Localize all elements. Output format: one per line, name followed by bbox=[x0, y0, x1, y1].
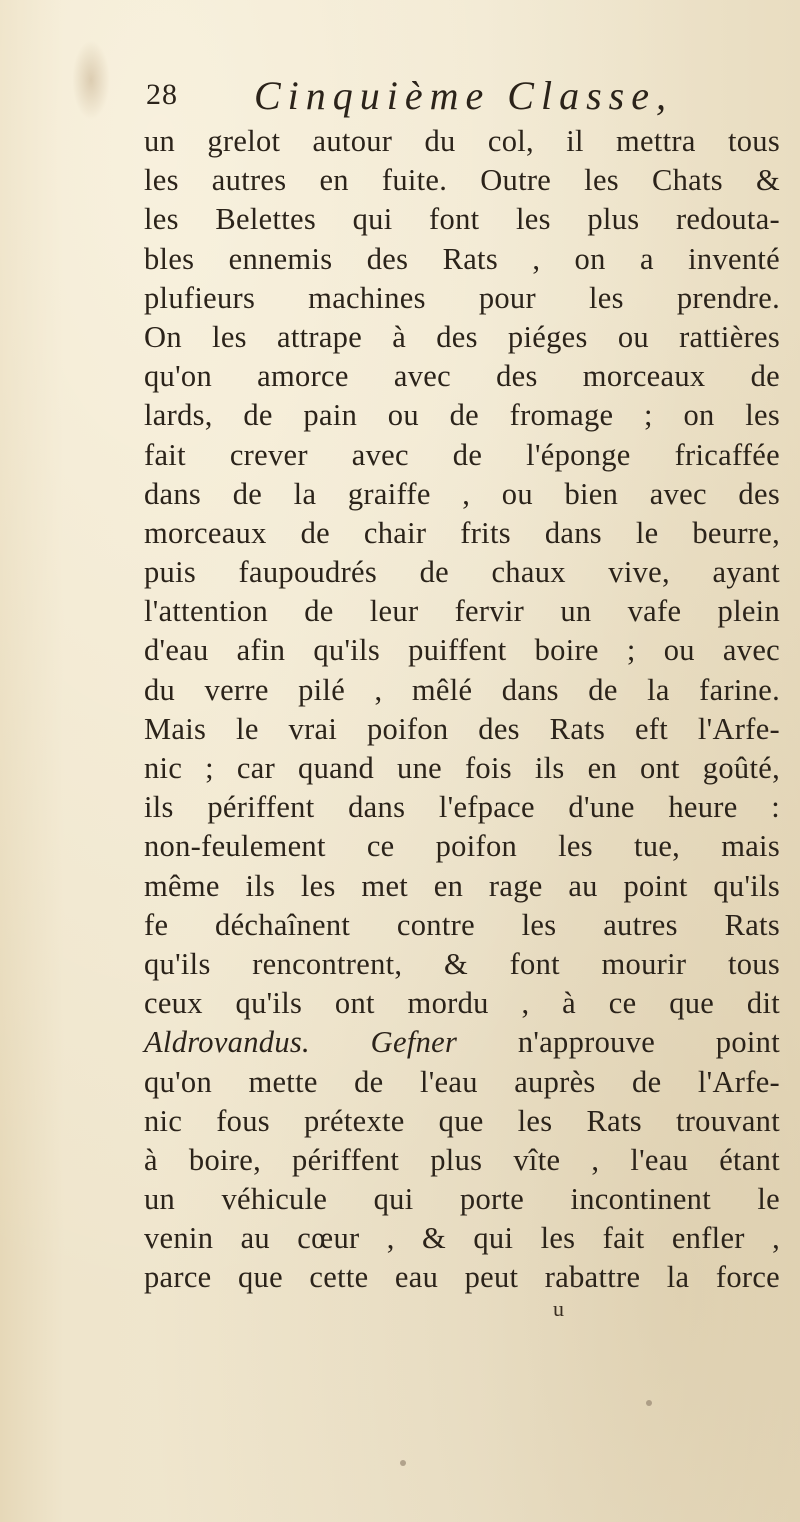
page-number: 28 bbox=[146, 78, 178, 111]
text-line: d'eau afin qu'ils puiffent boire ; ou avec bbox=[144, 633, 780, 668]
text-line: venin au cœur , & qui les fait enfler , bbox=[144, 1221, 780, 1256]
text-line: du verre pilé , mêlé dans de la farine. bbox=[144, 672, 780, 707]
body-text bbox=[144, 122, 780, 1298]
text-line: même ils les met en rage au point qu'ils bbox=[144, 868, 780, 903]
paper-stain bbox=[72, 40, 110, 120]
text-line: fe déchaînent contre les autres Rats bbox=[144, 907, 780, 942]
text-line: fait crever avec de l'éponge fricaffée bbox=[144, 437, 780, 472]
text-line: un véhicule qui porte incontinent le bbox=[144, 1182, 780, 1217]
text-line: l'attention de leur fervir un vafe plein bbox=[144, 594, 780, 629]
text-line: parce que cette eau peut rabattre la force bbox=[144, 1260, 780, 1295]
text-line-mixed bbox=[144, 1023, 780, 1062]
text-line: lards, de pain ou de fromage ; on les bbox=[144, 398, 780, 433]
text-line: les autres en fuite. Outre les Chats & bbox=[144, 163, 780, 198]
text-line: puis faupoudrés de chaux vive, ayant bbox=[144, 555, 780, 590]
text-line: ils périffent dans l'efpace d'une heure : bbox=[144, 790, 780, 825]
text-line: ceux qu'ils ont mordu , à ce que dit bbox=[144, 986, 780, 1021]
running-title: Cinquième Classe, bbox=[254, 73, 673, 118]
text-line: les Belettes qui font les plus redouta- bbox=[144, 202, 780, 237]
text-line: Mais le vrai poifon des Rats eft l'Arfe- bbox=[144, 711, 780, 746]
text-line: à boire, périffent plus vîte , l'eau étant bbox=[144, 1142, 780, 1177]
text-line: plufieurs machines pour les prendre. bbox=[144, 280, 780, 315]
text-line: bles ennemis des Rats , on a inventé bbox=[144, 241, 780, 276]
text-line-rest: n'approuve point bbox=[457, 1025, 780, 1060]
text-line: nic fous prétexte que les Rats trouvant bbox=[144, 1103, 780, 1138]
text-line: morceaux de chair frits dans le beurre, bbox=[144, 515, 780, 550]
text-line: non-feulement ce poifon les tue, mais bbox=[144, 829, 780, 864]
signature-mark: u bbox=[553, 1296, 564, 1321]
text-line: nic ; car quand une fois ils en ont goûté, bbox=[144, 751, 780, 785]
text-line: qu'on mette de l'eau auprès de l'Arfe- bbox=[144, 1064, 780, 1099]
author-names-italic: Aldrovandus. Gefner bbox=[144, 1025, 458, 1060]
page-header bbox=[144, 72, 784, 124]
text-line: On les attrape à des piéges ou rattières bbox=[144, 319, 780, 354]
text-line: qu'on amorce avec des morceaux de bbox=[144, 359, 780, 394]
paper-speck bbox=[400, 1460, 406, 1466]
text-line: dans de la graiffe , ou bien avec des bbox=[144, 476, 780, 511]
paper-speck bbox=[646, 1400, 652, 1406]
text-line: qu'ils rencontrent, & font mourir tous bbox=[144, 946, 780, 981]
text-line: un grelot autour du col, il mettra tous bbox=[144, 124, 780, 158]
